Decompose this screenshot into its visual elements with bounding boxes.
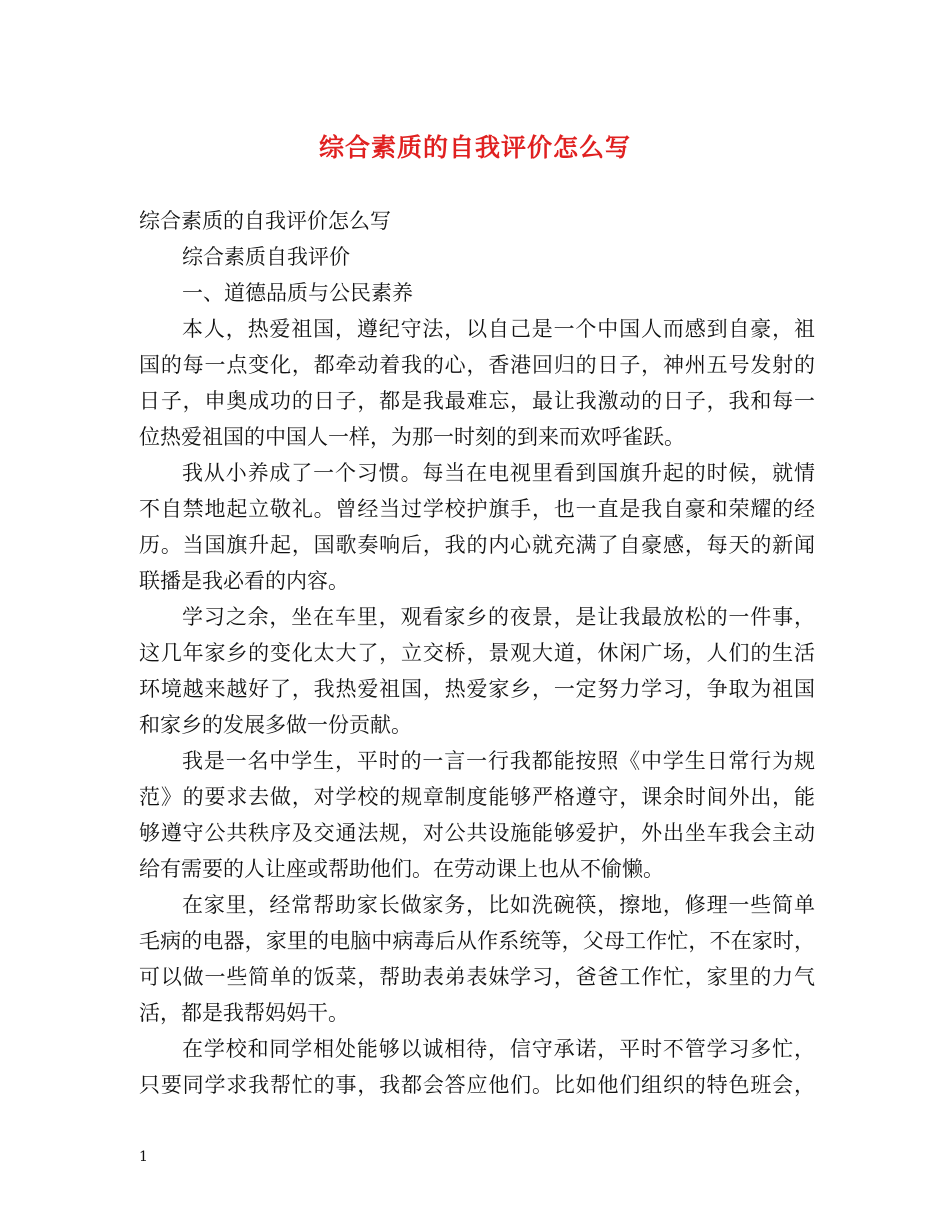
text-line: 我从小养成了一个习惯。每当在电视里看到国旗升起的时候，就情: [182, 461, 815, 485]
text-line: 综合素质自我评价: [182, 245, 350, 269]
text-line: 只要同学求我帮忙的事，我都会答应他们。比如他们组织的特色班会，: [139, 1073, 815, 1097]
text-line: 和家乡的发展多做一份贡献。: [139, 713, 412, 737]
text-line: 这几年家乡的变化太大了，立交桥，景观大道，休闲广场，人们的生活: [139, 641, 815, 665]
text-line: 范》的要求去做，对学校的规章制度能够严格遵守，课余时间外出，能: [139, 785, 815, 809]
text-line: 位热爱祖国的中国人一样，为那一时刻的到来而欢呼雀跃。: [139, 425, 685, 449]
text-line: 够遵守公共秩序及交通法规，对公共设施能够爱护，外出坐车我会主动: [139, 821, 815, 845]
text-line: 在学校和同学相处能够以诚相待，信守承诺，平时不管学习多忙，: [182, 1037, 815, 1061]
text-line: 毛病的电器，家里的电脑中病毒后从作系统等，父母工作忙，不在家时，: [139, 929, 815, 953]
text-line: 我是一名中学生，平时的一言一行我都能按照《中学生日常行为规: [182, 749, 815, 773]
text-line: 联播是我必看的内容。: [139, 569, 349, 593]
text-line: 环境越来越好了，我热爱祖国，热爱家乡，一定努力学习，争取为祖国: [139, 677, 815, 701]
text-line: 一、道德品质与公民素养: [182, 281, 413, 305]
document-title: 综合素质的自我评价怎么写: [318, 133, 631, 162]
text-line: 可以做一些简单的饭菜，帮助表弟表妹学习，爸爸工作忙，家里的力气: [139, 965, 815, 989]
text-line: 给有需要的人让座或帮助他们。在劳动课上也从不偷懒。: [139, 857, 664, 881]
text-line: 本人，热爱祖国，遵纪守法，以自己是一个中国人而感到自豪，祖: [182, 317, 815, 341]
document-body: [139, 203, 815, 1103]
page-number: 1: [139, 1149, 148, 1165]
text-line: 学习之余，坐在车里，观看家乡的夜景，是让我最放松的一件事，: [182, 605, 815, 629]
text-line: 日子，申奥成功的日子，都是我最难忘，最让我激动的日子，我和每一: [139, 389, 815, 413]
text-line: 在家里，经常帮助家长做家务，比如洗碗筷，擦地，修理一些简单: [182, 893, 815, 917]
text-line: 国的每一点变化，都牵动着我的心，香港回归的日子，神州五号发射的: [139, 353, 815, 377]
text-line: 活，都是我帮妈妈干。: [139, 1001, 349, 1025]
text-line: 不自禁地起立敬礼。曾经当过学校护旗手，也一直是我自豪和荣耀的经: [139, 497, 815, 521]
text-line: 历。当国旗升起，国歌奏响后，我的内心就充满了自豪感，每天的新闻: [139, 533, 815, 557]
text-line: 综合素质的自我评价怎么写: [139, 209, 391, 233]
